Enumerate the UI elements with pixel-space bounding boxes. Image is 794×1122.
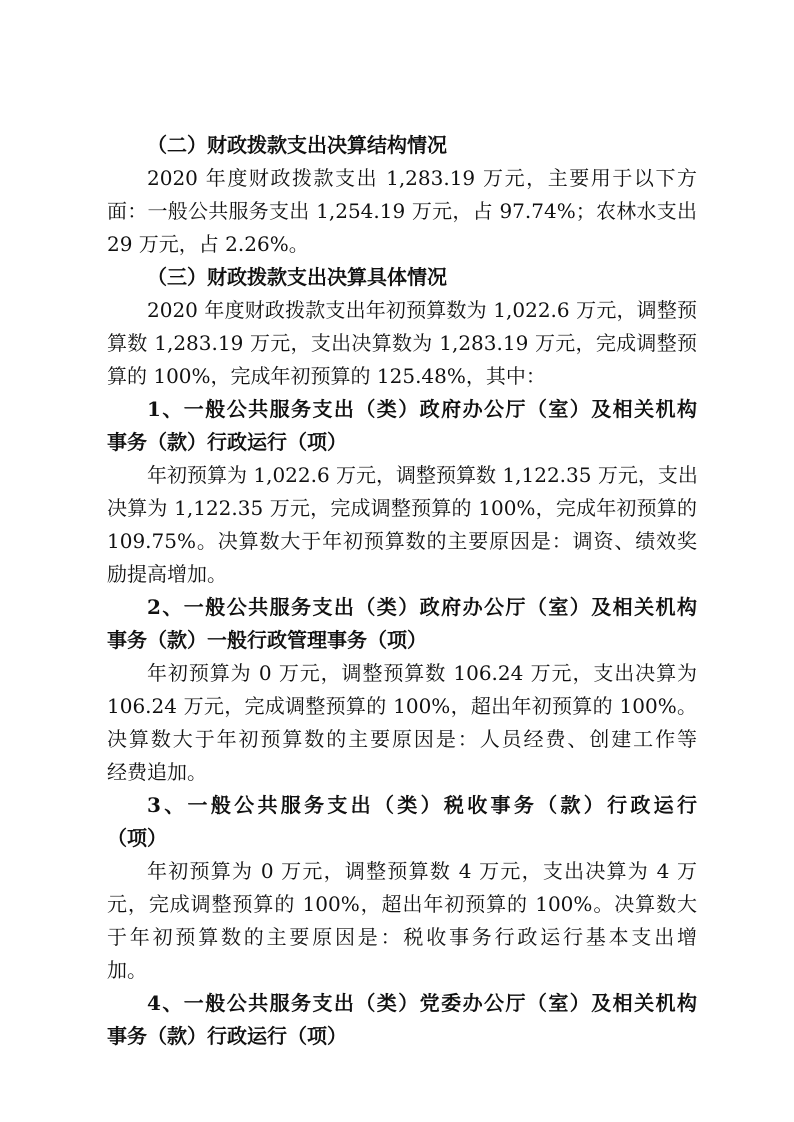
paragraph-line: 算的 100%，完成年初预算的 125.48%，其中： — [107, 364, 546, 388]
paragraph-line: 年初预算为 1,022.6 万元，调整预算数 1,122.35 万元，支出 — [147, 463, 698, 487]
item-heading-1: 1、一般公共服务支出（类）政府办公厅（室）及相关机构 — [147, 397, 697, 421]
item-heading-3: 3、一般公共服务支出（类）税收事务（款）行政运行 — [147, 793, 697, 817]
section-heading-3: （三）财政拨款支出决算具体情况 — [147, 265, 447, 289]
item-heading-1: 事务（款）行政运行（项） — [107, 430, 347, 454]
item-heading-2: 事务（款）一般行政管理事务（项） — [107, 628, 427, 652]
section-heading-2: （二）财政拨款支出决算结构情况 — [147, 133, 447, 157]
paragraph-line: 年初预算为 0 万元，调整预算数 4 万元，支出决算为 4 万 — [147, 859, 697, 883]
item-heading-3: （项） — [107, 826, 167, 850]
paragraph-line: 元，完成调整预算的 100%，超出年初预算的 100%。决算数大 — [107, 892, 697, 916]
paragraph-line: 算数 1,283.19 万元，支出决算数为 1,283.19 万元，完成调整预 — [107, 331, 697, 355]
paragraph-line: 2020 年度财政拨款支出年初预算数为 1,022.6 万元，调整预 — [147, 298, 697, 322]
item-heading-2: 2、一般公共服务支出（类）政府办公厅（室）及相关机构 — [147, 595, 697, 619]
paragraph-line: 2020 年度财政拨款支出 1,283.19 万元，主要用于以下方 — [147, 166, 697, 190]
paragraph-line: 109.75%。决算数大于年初预算数的主要原因是：调资、绩效奖 — [107, 529, 697, 553]
item-heading-4: 4、一般公共服务支出（类）党委办公厅（室）及相关机构 — [147, 991, 697, 1015]
paragraph-line: 经费追加。 — [107, 760, 207, 784]
paragraph-line: 面：一般公共服务支出 1,254.19 万元，占 97.74%；农林水支出 — [107, 199, 697, 223]
paragraph-line: 决算为 1,122.35 万元，完成调整预算的 100%，完成年初预算的 — [107, 496, 697, 520]
paragraph-line: 加。 — [107, 958, 147, 982]
item-heading-4: 事务（款）行政运行（项） — [107, 1024, 347, 1048]
paragraph-line: 于年初预算数的主要原因是：税收事务行政运行基本支出增 — [107, 925, 697, 949]
paragraph-line: 年初预算为 0 万元，调整预算数 106.24 万元，支出决算为 — [147, 661, 697, 685]
paragraph-line: 决算数大于年初预算数的主要原因是：人员经费、创建工作等 — [107, 727, 697, 751]
paragraph-line: 励提高增加。 — [107, 562, 227, 586]
paragraph-line: 29 万元，占 2.26%。 — [107, 232, 309, 256]
paragraph-line: 106.24 万元，完成调整预算的 100%，超出年初预算的 100%。 — [107, 694, 697, 718]
